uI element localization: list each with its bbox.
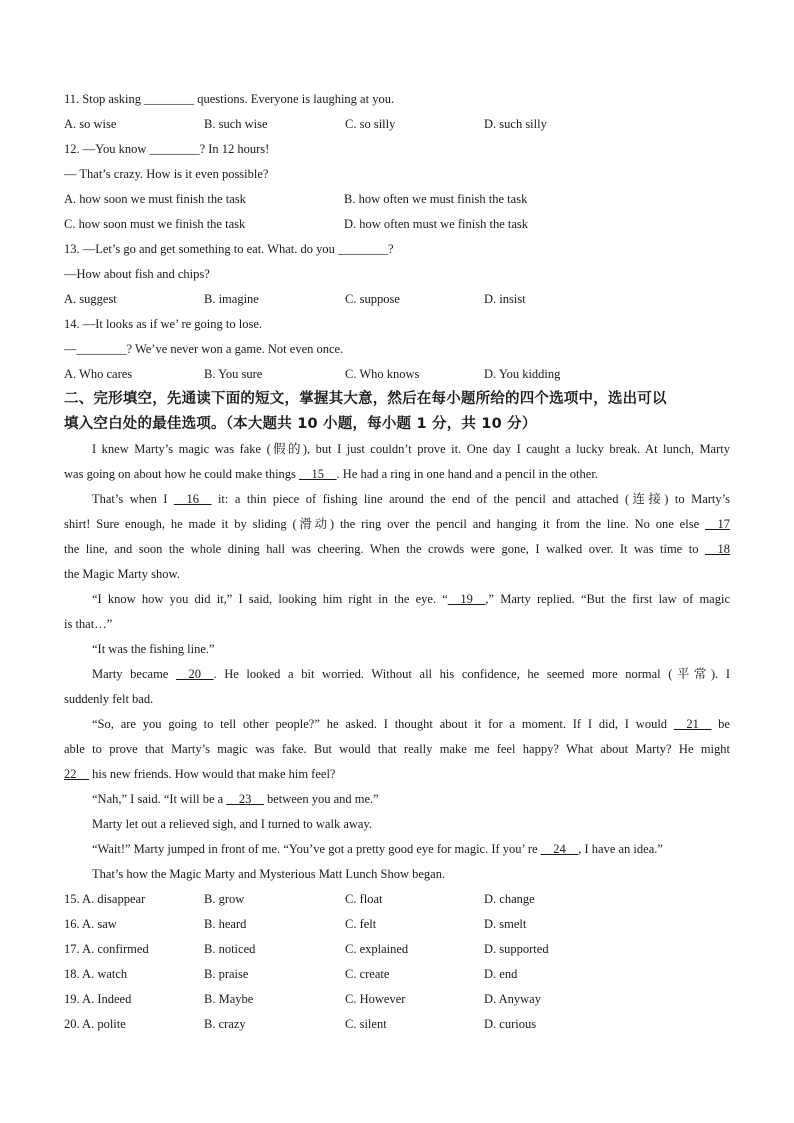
option-a: 19. A. Indeed <box>64 992 132 1006</box>
question-13-reply: —How about fish and chips? <box>64 267 210 281</box>
blank-22: 22__ <box>64 767 89 781</box>
option-b: B. You sure <box>204 367 263 381</box>
blank-16: __16__ <box>173 492 212 506</box>
option-d: D. how often must we finish the task <box>344 217 529 231</box>
option-a: 16. A. saw <box>64 917 117 931</box>
question-12-options-cd <box>64 212 730 237</box>
passage-p2-line-1: That’s when I __16__ it: a thin piece of fishing line around the end of the pencil and attached (连接) to Marty’s <box>92 492 730 506</box>
passage-p2-line-2: shirt! Sure enough, he made it by sliding (滑动) the ring over the pencil and hanging it from the line. No one else __17 <box>64 517 730 531</box>
passage-p10: That’s how the Magic Marty and Mysterious Matt Lunch Show began. <box>92 867 446 881</box>
section-2-title-line-2: 填入空白处的最佳选项。（本大题共 10 小题，每小题 1 分，共 10 分） <box>64 416 537 432</box>
blank-20: __20__ <box>175 667 214 681</box>
option-d: D. end <box>484 967 518 981</box>
passage-p5-line-1: Marty became __20__. He looked a bit worried. Without all his confidence, he seemed more normal (平常). I <box>92 667 730 681</box>
option-b: B. heard <box>204 917 247 931</box>
section-2-title-line-1: 二、完形填空，先通读下面的短文，掌握其大意，然后在每小题所给的四个选项中，选出可以 <box>64 391 667 407</box>
passage-p6-line-3: 22__ his new friends. How would that make him feel? <box>64 767 336 781</box>
option-c: C. float <box>345 892 383 906</box>
option-a: 18. A. watch <box>64 967 128 981</box>
option-a: 17. A. confirmed <box>64 942 149 956</box>
choices-19 <box>64 987 730 1012</box>
option-a: A. suggest <box>64 292 117 306</box>
option-a: 20. A. polite <box>64 1017 126 1031</box>
choices-17 <box>64 937 730 962</box>
option-d: D. insist <box>484 292 526 306</box>
passage-p4: “It was the fishing line.” <box>92 642 215 656</box>
option-d: D. change <box>484 892 535 906</box>
blank-24: __24__ <box>540 842 579 856</box>
option-b: B. noticed <box>204 942 256 956</box>
option-c: C. Who knows <box>345 367 420 381</box>
question-14-stem: 14. —It looks as if we’ re going to lose. <box>64 317 262 331</box>
option-b: B. Maybe <box>204 992 254 1006</box>
choices-16 <box>64 912 730 937</box>
passage-p3-line-2: is that…” <box>64 617 113 631</box>
option-c: C. silent <box>345 1017 387 1031</box>
blank-23: __23__ <box>226 792 264 806</box>
blank-18: __18 <box>705 542 730 556</box>
question-14-reply: —________? We’ve never won a game. Not even once. <box>64 342 344 356</box>
option-a: A. so wise <box>64 117 117 131</box>
passage-p2-line-3: the line, and soon the whole dining hall was cheering. When the crowds were gone, I walked over. It was time to __18 <box>64 542 730 556</box>
question-11-options <box>64 112 730 137</box>
passage-p7: “Nah,” I said. “It will be a __23__ between you and me.” <box>92 792 379 806</box>
passage-p1-line-1: I knew Marty’s magic was fake (假的), but I just couldn’t prove it. One day I caught a lucky break. At lunch, Marty <box>92 442 730 456</box>
passage-p1-line-2: was going on about how he could make things __15__. He had a ring in one hand and a pencil in the other. <box>64 467 598 481</box>
option-c: C. suppose <box>345 292 400 306</box>
choices-15 <box>64 887 730 912</box>
option-b: B. grow <box>204 892 245 906</box>
passage-p9: “Wait!” Marty jumped in front of me. “You’ve got a pretty good eye for magic. If you’ re __24__, I have an idea.” <box>92 842 663 856</box>
blank-15: __15__ <box>299 467 337 481</box>
option-c: C. create <box>345 967 390 981</box>
passage-p2-line-4: the Magic Marty show. <box>64 567 180 581</box>
option-c: C. explained <box>345 942 409 956</box>
question-12-stem: 12. —You know ________? In 12 hours! <box>64 142 270 156</box>
option-c: C. felt <box>345 917 377 931</box>
passage-p6-line-2: able to prove that Marty’s magic was fake. But would that really make me feel happy? What about Marty? He might <box>64 742 730 756</box>
option-b: B. imagine <box>204 292 259 306</box>
option-d: D. You kidding <box>484 367 561 381</box>
option-d: D. smelt <box>484 917 527 931</box>
question-13-options <box>64 287 730 312</box>
option-b: B. how often we must finish the task <box>344 192 528 206</box>
passage-p3-line-1: “I know how you did it,” I said, looking him right in the eye. “__19__,” Marty replied. “But the first law of magic <box>92 592 730 606</box>
choices-18 <box>64 962 730 987</box>
option-c: C. so silly <box>345 117 396 131</box>
question-12-reply: — That’s crazy. How is it even possible? <box>64 167 269 181</box>
option-d: D. such silly <box>484 117 547 131</box>
option-b: B. crazy <box>204 1017 246 1031</box>
blank-21: __21__ <box>673 717 712 731</box>
option-d: D. supported <box>484 942 549 956</box>
question-11-stem: 11. Stop asking ________ questions. Everyone is laughing at you. <box>64 92 395 106</box>
option-d: D. curious <box>484 1017 537 1031</box>
passage-p8: Marty let out a relieved sigh, and I turned to walk away. <box>92 817 373 831</box>
option-b: B. praise <box>204 967 249 981</box>
option-b: B. such wise <box>204 117 268 131</box>
option-a: A. how soon we must finish the task <box>64 192 246 206</box>
passage-p6-line-1: “So, are you going to tell other people?” he asked. I thought about it for a moment. If I did, I would __21__ be <box>92 717 730 731</box>
option-c: C. However <box>345 992 406 1006</box>
question-12-options-ab <box>64 187 730 212</box>
option-c: C. how soon must we finish the task <box>64 217 246 231</box>
blank-17: __17 <box>705 517 730 531</box>
question-14-options <box>64 362 730 387</box>
passage-p5-line-2: suddenly felt bad. <box>64 692 154 706</box>
question-13-stem: 13. —Let’s go and get something to eat. What. do you ________? <box>64 242 394 256</box>
exam-page <box>64 87 730 1037</box>
option-a: 15. A. disappear <box>64 892 146 906</box>
choices-20 <box>64 1012 730 1037</box>
blank-19: __19__ <box>447 592 486 606</box>
option-d: D. Anyway <box>484 992 541 1006</box>
option-a: A. Who cares <box>64 367 133 381</box>
